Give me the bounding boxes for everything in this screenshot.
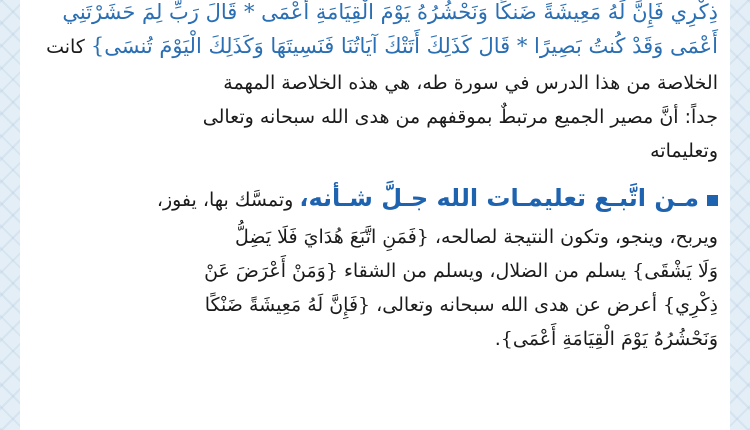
paragraph-line: الخلاصة من هذا الدرس في سورة طه، هي هذه الخلاصة المهمة (223, 72, 718, 94)
paragraph-text: أعرض عن هدى الله سبحانه وتعالى، (370, 294, 664, 316)
paragraph-text: كانت (46, 36, 91, 58)
paragraph-text: . (494, 328, 501, 350)
quran-quote: وَنَحْشُرُهُ يَوْمَ الْقِيَامَةِ أَعْمَى} (500, 328, 718, 350)
paragraph-text: يسلم من الضلال، ويسلم من الشقاء (337, 260, 633, 282)
paragraph-line (32, 220, 718, 254)
article-card (20, 0, 730, 430)
quran-verse-line: ذِكْرِي فَإِنَّ لَهُ مَعِيشَةً ضَنكًا وَنَحْشُرُهُ يَوْمَ الْقِيَامَةِ أَعْمَى * قَالَ رَبِّ لِمَ حَشَرْتَنِي (62, 0, 718, 24)
quran-quote: {فَإِنَّ لَهُ مَعِيشَةً ضَنْكًا (204, 294, 371, 316)
quran-quote: ذِكْرِي} (663, 294, 718, 316)
quran-quote: وَلَا يَشْقَى} (632, 260, 718, 282)
paragraph-text: وتمسَّك بها، يفوز، (156, 189, 300, 211)
quran-verse-text: أَعْمَى وَقَدْ كُنتُ بَصِيرًا * قَالَ كَذَلِكَ أَتَتْكَ آيَاتُنَا فَنَسِيتَهَا وَكَذَلِكَ الْيَوْمَ تُنسَى} (90, 34, 718, 58)
section-heading-row (32, 178, 718, 220)
paragraph-text: ويربح، وينجو، وتكون النتيجة لصالحه، (428, 226, 718, 248)
quran-verse-line (32, 30, 718, 64)
paragraph-line: جداً: أنَّ مصير الجميع مرتبطٌ بموقفهم من هدى الله سبحانه وتعالى (202, 106, 718, 128)
quran-quote: {فَمَنِ اتَّبَعَ هُدَايَ فَلَا يَضِلُّ (234, 226, 429, 248)
paragraph-line: وتعليماته (650, 140, 718, 162)
paragraph-line (32, 288, 718, 322)
quran-quote: {وَمَنْ أَعْرَضَ عَنْ (204, 260, 338, 282)
paragraph-line (32, 254, 718, 288)
square-bullet-icon (707, 195, 718, 206)
paragraph-line (32, 322, 718, 356)
section-heading: مـن اتَّبـع تعليمـات الله جـلَّ شـأنه، (299, 184, 699, 212)
